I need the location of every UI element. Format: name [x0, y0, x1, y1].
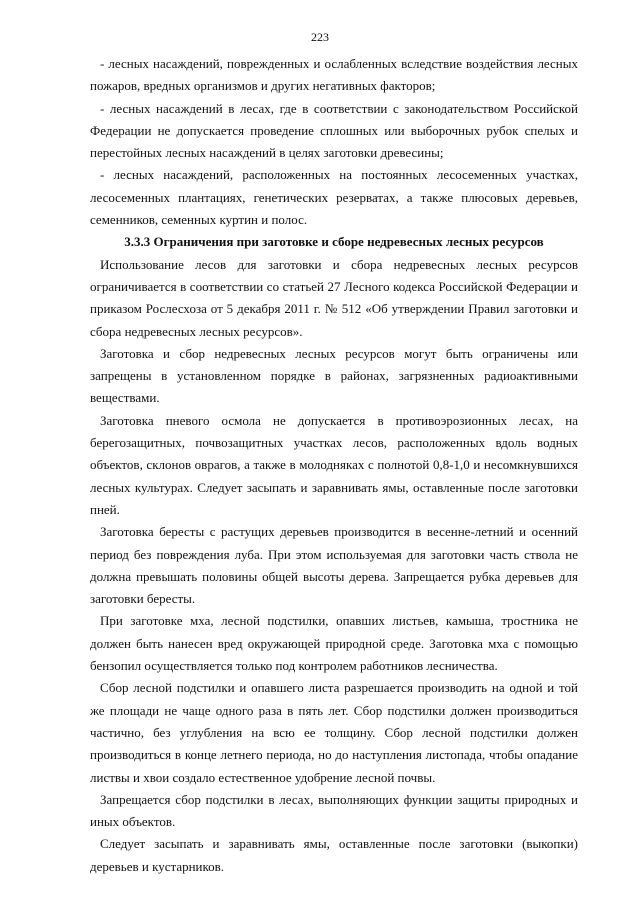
list-item: - лесных насаждений в лесах, где в соответствии с законодательством Российской Федерации не допускается проведение сплошных или выборочных рубок спелых и перестойных лесных насаждений в целях заготовки древесины;: [90, 100, 578, 161]
list-item: - лесных насаждений, расположенных на постоянных лесосеменных участках, лесосеменных плантациях, генетических резерватах, а также плюсовых деревьев, семенников, семенных куртин и полос.: [90, 167, 578, 228]
paragraph: Заготовка бересты с растущих деревьев производится в весенне-летний и осенний период без повреждения луба. При этом используемая для заготовки часть ствола не должна превышать половины общей высоты дерева. Запрещается рубка деревьев для заготовки бересты.: [90, 524, 578, 607]
paragraph: Заготовка пневого осмола не допускается в противоэрозионных лесах, на берегозащитных, почвозащитных участках лесов, расположенных вдоль водных объектов, склонов оврагов, а также в молодняках с полнотой 0,8-1,0 и несомкнувшихся лесных культурах. Следует засыпать и заравнивать ямы, оставленные после заготовки пней.: [90, 412, 578, 517]
paragraph: Следует засыпать и заравнивать ямы, оставленные после заготовки (выкопки) деревьев и кустарников.: [90, 836, 578, 874]
paragraph: Запрещается сбор подстилки в лесах, выполняющих функции защиты природных и иных объектов.: [90, 791, 578, 830]
section-heading: 3.3.3 Ограничения при заготовке и сборе недревесных лесных ресурсов: [124, 234, 544, 250]
paragraph: При заготовке мха, лесной подстилки, опавших листьев, камыша, тростника не должен быть нанесен вред окружающей природной среде. Заготовка мха с помощью бензопил осуществляется только под контролем работников лесничества.: [90, 613, 578, 674]
list-item: - лесных насаждений, поврежденных и ослабленных вследствие воздействия лесных пожаров, вредных организмов и других негативных факторов;: [90, 56, 578, 94]
page-number: 223: [311, 30, 329, 44]
page-body: [90, 53, 578, 878]
paragraph: Сбор лесной подстилки и опавшего листа разрешается производить на одной и той же площади не чаще одного раза в пять лет. Сбор подстилки должен производиться частично, без углубления на всю ее толщину. Сбор лесной подстилки должен производиться в конце летнего периода, но до наступления листопада, чтобы опадание листвы и хвои создало естественное удобрение лесной почвы.: [90, 680, 578, 785]
paragraph: Заготовка и сбор недревесных лесных ресурсов могут быть ограничены или запрещены в установленном порядке в районах, загрязненных радиоактивными веществами.: [90, 345, 578, 406]
paragraph: Использование лесов для заготовки и сбора недревесных лесных ресурсов ограничивается в соответствии со статьей 27 Лесного кодекса Российской Федерации и приказом Рослесхоза от 5 декабря 2011 г. № 512 «Об утверждении Правил заготовки и сбора недревесных лесных ресурсов».: [90, 256, 578, 339]
